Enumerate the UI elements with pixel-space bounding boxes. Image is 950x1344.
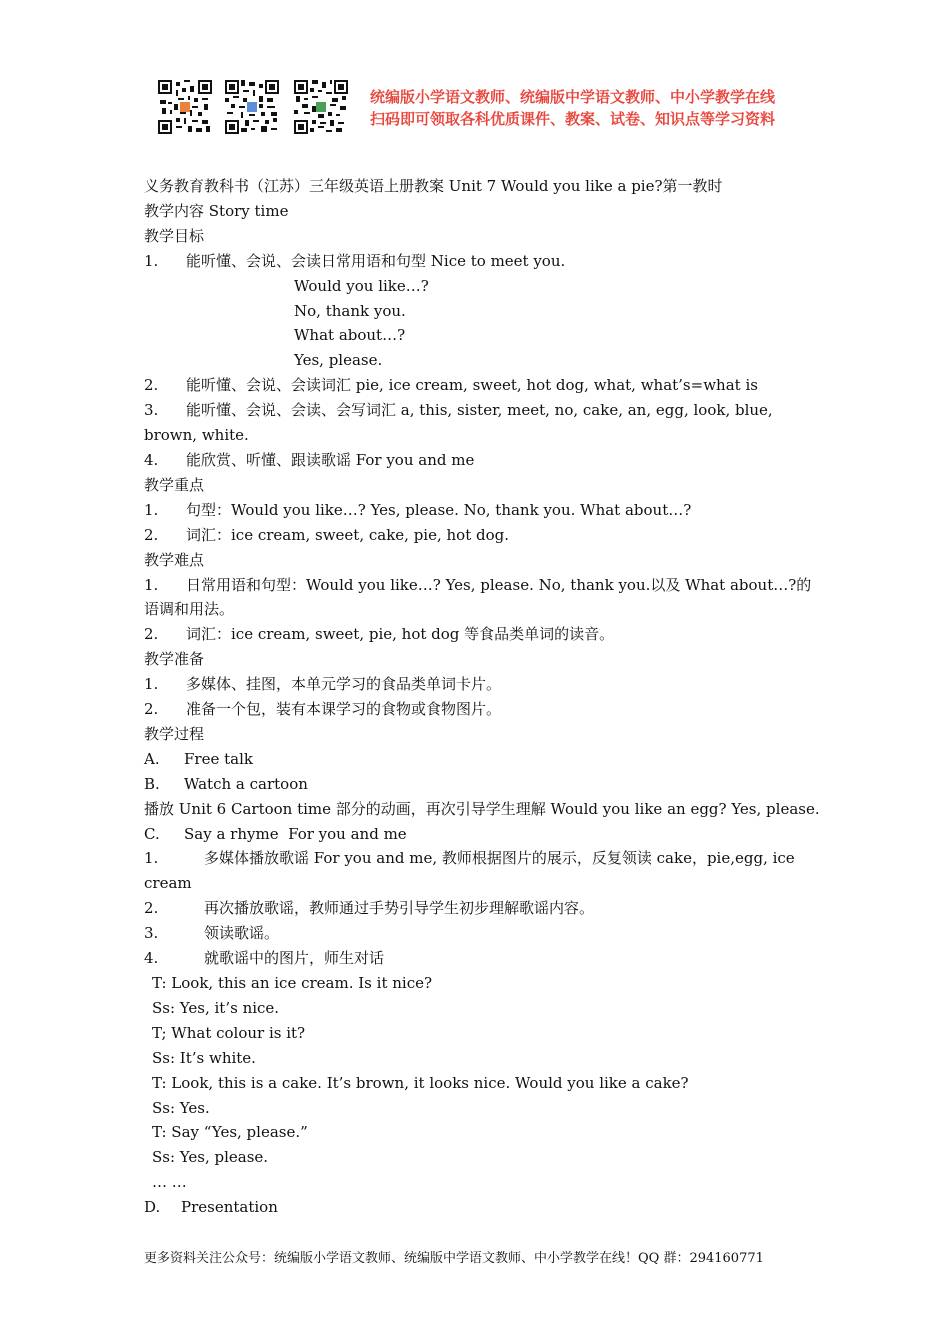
promo-line-1: 统编版小学语文教师、统编版中学语文教师、中小学教学在线 bbox=[370, 88, 776, 106]
list-item: 2. 词汇：ice cream, sweet, pie, hot dog 等食品类单词的读音。 bbox=[144, 625, 615, 644]
list-item: No, thank you. bbox=[294, 301, 406, 320]
header bbox=[158, 80, 798, 136]
objectives-heading: 教学目标 bbox=[144, 226, 205, 245]
dialogue-line: Ss: Yes, please. bbox=[152, 1148, 269, 1167]
list-item: 3. 能听懂、会说、会读、会写词汇 a, this, sister, meet, no, cake, an, egg, look, blue, brown, white. bbox=[144, 401, 773, 445]
list-item: 4. 能欣赏、听懂、跟读歌谣 For you and me bbox=[144, 450, 475, 469]
list-item: 2. 能听懂、会说、会读词汇 pie, ice cream, sweet, hot dog, what, what’s=what is bbox=[144, 376, 758, 395]
list-item: 2. 再次播放歌谣，教师通过手势引导学生初步理解歌谣内容。 bbox=[144, 899, 595, 918]
promo-line-2: 扫码即可领取各科优质课件、教案、试卷、知识点等学习资料 bbox=[370, 110, 776, 128]
document-body bbox=[144, 174, 820, 1220]
promo-text bbox=[370, 86, 775, 130]
dialogue-line: Ss: It’s white. bbox=[152, 1048, 256, 1067]
prep-heading: 教学准备 bbox=[144, 650, 205, 669]
keypoints-heading: 教学重点 bbox=[144, 475, 205, 494]
dialogue-line: T: Look, this is a cake. It’s brown, it looks nice. Would you like a cake? bbox=[152, 1073, 689, 1092]
list-item: 2. 准备一个包，装有本课学习的食物或食物图片。 bbox=[144, 700, 502, 719]
doc-content: 教学内容 Story time bbox=[144, 201, 289, 220]
list-item: Would you like…? bbox=[294, 276, 429, 295]
list-item: What about…? bbox=[294, 326, 406, 345]
footer-text: 更多资料关注公众号：统编版小学语文教师、统编版中学语文教师、中小学教学在线！QQ 群：294160771 bbox=[144, 1251, 764, 1266]
qr-code-icon bbox=[225, 80, 279, 134]
list-item: 1. 多媒体、挂图，本单元学习的食品类单词卡片。 bbox=[144, 675, 502, 694]
doc-title: 义务教育教科书（江苏）三年级英语上册教案 Unit 7 Would you like a pie?第一教时 bbox=[144, 177, 723, 195]
step-a: A. Free talk bbox=[144, 749, 253, 768]
dialogue-line: Ss: Yes. bbox=[152, 1098, 210, 1117]
difficulties-heading: 教学难点 bbox=[144, 550, 205, 569]
step-b: B. Watch a cartoon bbox=[144, 774, 308, 793]
dialogue-line: T: Say “Yes, please.” bbox=[152, 1123, 308, 1142]
list-item: 4. 就歌谣中的图片，师生对话 bbox=[144, 949, 385, 968]
dialogue-line: T; What colour is it? bbox=[152, 1023, 306, 1042]
list-item: Yes, please. bbox=[294, 351, 383, 370]
qr-code-icon bbox=[158, 80, 212, 134]
list-item: 3. 领读歌谣。 bbox=[144, 924, 280, 943]
list-item: 1. 多媒体播放歌谣 For you and me, 教师根据图片的展示，反复领读 cake，pie,egg, ice cream bbox=[144, 849, 795, 893]
list-item: 2. 词汇：ice cream, sweet, cake, pie, hot dog. bbox=[144, 525, 509, 544]
step-b-detail: 播放 Unit 6 Cartoon time 部分的动画，再次引导学生理解 Would you like an egg? Yes, please. bbox=[144, 799, 820, 818]
step-d: D. Presentation bbox=[144, 1198, 278, 1217]
list-item: 1. 句型：Would you like…? Yes, please. No, thank you. What about…? bbox=[144, 500, 692, 519]
dialogue-line: T: Look, this an ice cream. Is it nice? bbox=[152, 974, 433, 992]
list-item: 1. 日常用语和句型：Would you like…? Yes, please. No, thank you.以及 What about…?的语调和用法。 bbox=[144, 575, 812, 619]
dialogue-line: Ss: Yes, it’s nice. bbox=[152, 998, 280, 1017]
process-heading: 教学过程 bbox=[144, 724, 205, 743]
list-item: 1. 能听懂、会说、会读日常用语和句型 Nice to meet you. bbox=[144, 251, 566, 270]
qr-code-icon bbox=[294, 80, 348, 134]
dialogue-line: … … bbox=[152, 1173, 187, 1192]
step-c: C. Say a rhyme For you and me bbox=[144, 824, 407, 843]
